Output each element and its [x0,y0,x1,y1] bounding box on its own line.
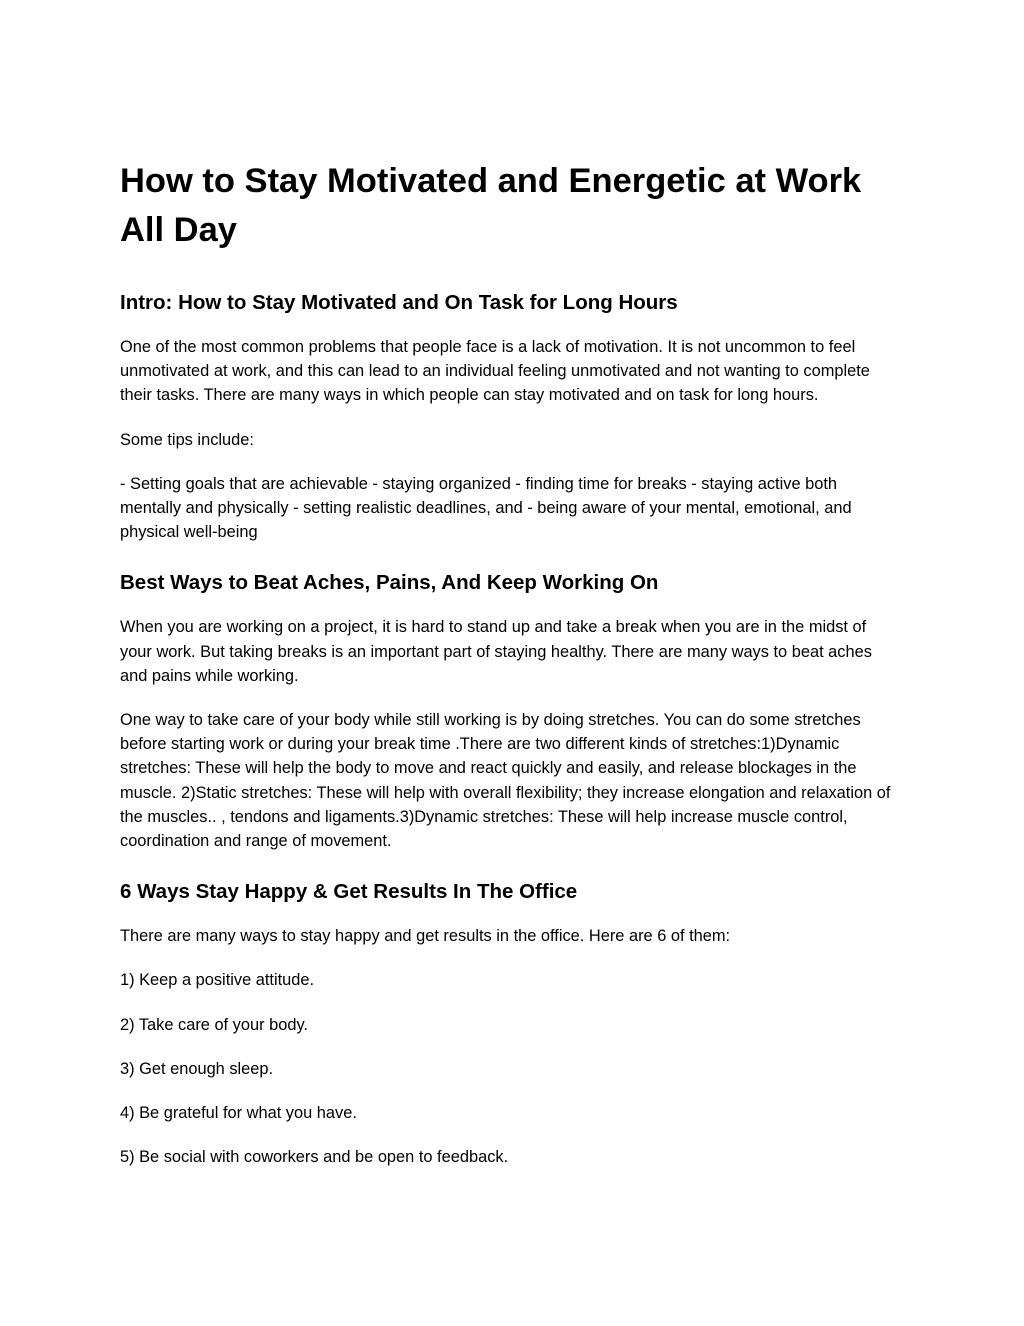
section-heading: 6 Ways Stay Happy & Get Results In The Office [120,880,578,904]
document-title: How to Stay Motivated and Energetic at Work All Day [120,162,862,249]
document-page [120,157,900,1189]
section-intro [120,290,900,544]
list-item: 1) Keep a positive attitude. [120,971,315,990]
paragraph: - Setting goals that are achievable - staying organized - finding time for breaks - staying active both mentally and physically - setting realistic deadlines, and - being aware of your mental, emotional, and physical well-being [120,474,852,542]
section-heading: Intro: How to Stay Motivated and On Task for Long Hours [120,291,678,314]
list-item: 4) Be grateful for what you have. [120,1104,357,1123]
list-item: 5) Be social with coworkers and be open to feedback. [120,1148,509,1167]
paragraph: Some tips include: [120,430,254,449]
section-heading: Best Ways to Beat Aches, Pains, And Keep Working On [120,571,659,595]
paragraph: One way to take care of your body while still working is by doing stretches. You can do some stretches before starting work or during your break time .There are two different kinds of stretches:1)Dynamic stretches: These will help the body to move and react quickly and easily, and release blockages in the muscle. 2)Static stretches: These will help with overall flexibility; they increase elongation and relaxation of the muscles.. , tendons and ligaments.3)Dynamic stretches: These will help increase muscle control, coordination and range of movement. [120,711,891,851]
paragraph: When you are working on a project, it is hard to stand up and take a break when you are in the midst of your work. But taking breaks is an important part of staying healthy. There are many ways to beat aches and pains while working. [120,618,872,685]
list-item: 3) Get enough sleep. [120,1059,274,1078]
paragraph: One of the most common problems that people face is a lack of motivation. It is not uncommon to feel unmotivated at work, and this can lead to an individual feeling unmotivated and not wanting to complete their tasks. There are many ways in which people can stay motivated and on task for long hours. [120,338,870,405]
paragraph: There are many ways to stay happy and get results in the office. Here are 6 of them: [120,927,731,946]
section-aches-pains [120,570,900,853]
list-item: 2) Take care of your body. [120,1015,308,1034]
section-stay-happy [120,879,900,1169]
